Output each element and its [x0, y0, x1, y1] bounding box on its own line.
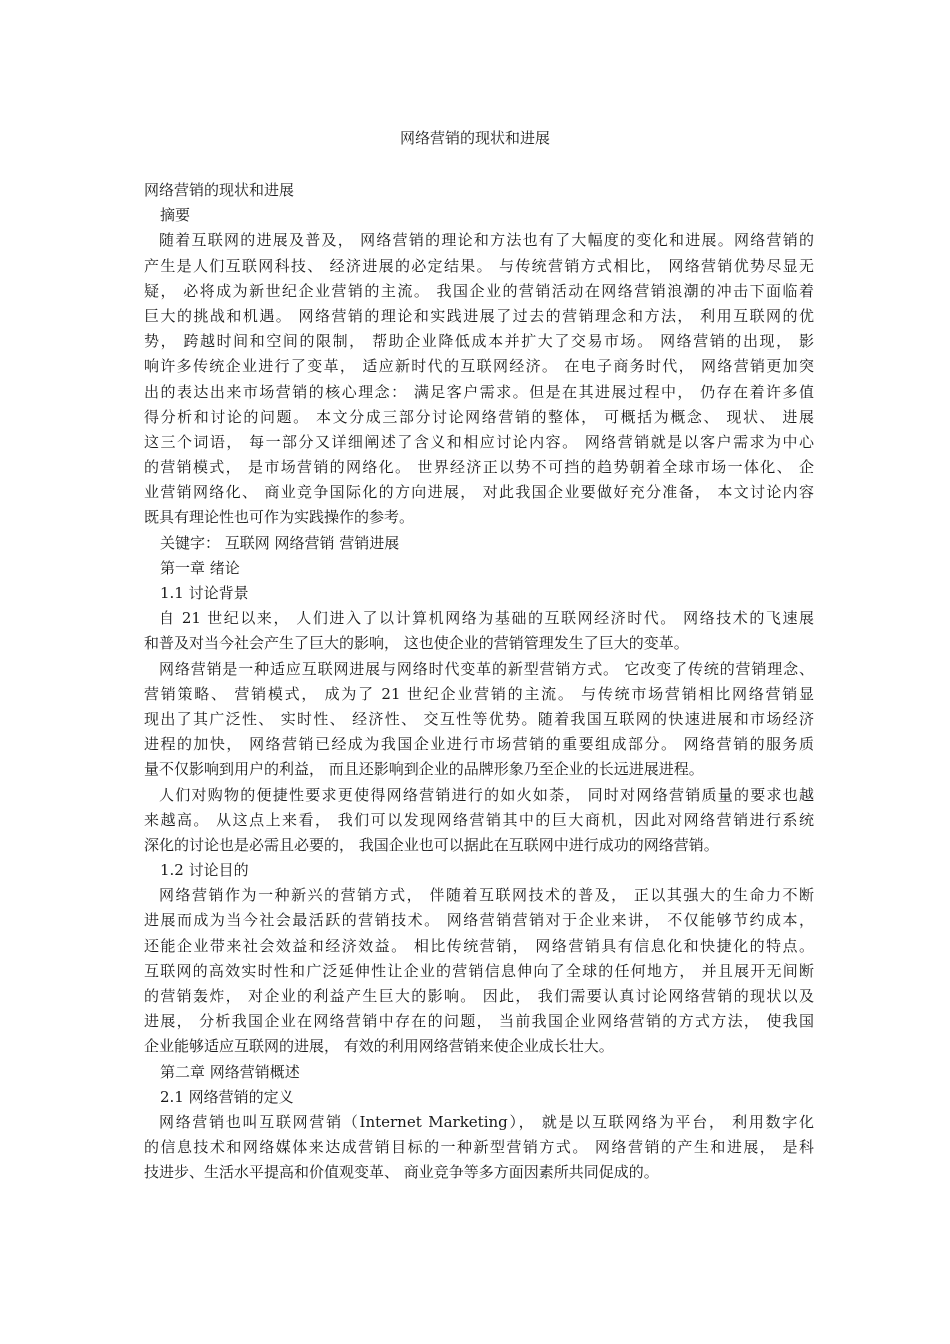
text-line: 技进步、生活水平提高和价值观变革、 商业竞争等多方面因素所共同促成的。: [144, 1163, 659, 1182]
text-line: 人们对购物的便捷性要求更使得网络营销进行的如火如荼， 同时对网络营销质量的要求也越: [159, 785, 814, 804]
text-line: 现出了其广泛性、 实时性、 经济性、 交互性等优势。随着我国互联网的快速进展和市场经济: [144, 709, 814, 728]
text-line: 网络营销也叫互联网营销（Internet Marketing）， 就是以互联网络为平台， 利用数字化: [159, 1112, 814, 1131]
text-line: 进展而成为当今社会最活跃的营销技术。 网络营销营销对于企业来讲， 不仅能够节约成本，: [144, 911, 814, 930]
text-line: 疑， 必将成为新世纪企业营销的主流。 我国企业的营销活动在网络营销浪潮的冲击下面临着: [144, 281, 814, 300]
text-line: 还能企业带来社会效益和经济效益。 相比传统营销， 网络营销具有信息化和快捷化的特点。: [144, 936, 814, 955]
text-line: 网络营销作为一种新兴的营销方式， 伴随着互联网技术的普及， 正以其强大的生命力不断: [159, 886, 814, 905]
text-line: 摘要: [160, 206, 191, 225]
text-line: 业营销网络化、 商业竞争国际化的方向进展， 对此我国企业要做好充分准备， 本文讨论内容: [144, 483, 814, 502]
text-line: 巨大的挑战和机遇。 网络营销的理论和实践进展了过去的营销理念和方法， 利用互联网的优: [144, 306, 814, 325]
text-line: 关键字： 互联网 网络营销 营销进展: [160, 533, 400, 552]
text-line: 企业能够适应互联网的进展， 有效的利用网络营销来使企业成长壮大。: [144, 1037, 614, 1056]
text-line: 响许多传统企业进行了变革， 适应新时代的互联网经济。 在电子商务时代， 网络营销更加突: [144, 357, 814, 376]
text-line: 自 21 世纪以来， 人们进入了以计算机网络为基础的互联网经济时代。 网络技术的飞速展: [159, 609, 814, 628]
text-line: 深化的讨论也是必需且必要的， 我国企业也可以据此在互联网中进行成功的网络营销。: [144, 835, 719, 854]
text-line: 1.2 讨论目的: [160, 861, 249, 880]
text-line: 随着互联网的进展及普及， 网络营销的理论和方法也有了大幅度的变化和进展。网络营销的: [159, 231, 814, 250]
text-line: 网络营销是一种适应互联网进展与网络时代变革的新型营销方式。 它改变了传统的营销理念、: [159, 659, 814, 678]
text-line: 进程的加快， 网络营销已经成为我国企业进行市场营销的重要组成部分。 网络营销的服务质: [144, 735, 814, 754]
text-line: 进展， 分析我国企业在网络营销中存在的问题， 当前我国企业网络营销的方式方法， 使我国: [144, 1012, 814, 1031]
text-line: 第二章 网络营销概述: [160, 1062, 300, 1081]
text-line: 势， 跨越时间和空间的限制， 帮助企业降低成本并扩大了交易市场。 网络营销的出现， 影: [144, 332, 814, 351]
text-line: 产生是人们互联网科技、 经济进展的必定结果。 与传统营销方式相比， 网络营销优势尽显无: [144, 256, 814, 275]
text-line: 网络营销的现状和进展: [144, 181, 295, 199]
text-line: 这三个词语， 每一部分又详细阐述了含义和相应讨论内容。 网络营销就是以客户需求为中心: [144, 432, 814, 451]
text-line: 量不仅影响到用户的利益， 而且还影响到企业的品牌形象乃至企业的长远进展进程。: [144, 760, 704, 779]
text-line: 得分析和讨论的问题。 本文分成三部分讨论网络营销的整体， 可概括为概念、 现状、 进展: [144, 407, 814, 426]
text-line: 既具有理论性也可作为实践操作的参考。: [144, 508, 415, 527]
text-line: 互联网的高效实时性和广泛延伸性让企业的营销信息伸向了全球的任何地方， 并且展开无间断: [144, 961, 814, 980]
text-line: 来越高。 从这点上来看， 我们可以发现网络营销其中的巨大商机，因此对网络营销进行系统: [144, 810, 814, 829]
text-line: 和普及对当今社会产生了巨大的影响， 这也使企业的营销管理发生了巨大的变革。: [144, 634, 689, 653]
text-line: 的信息技术和网络媒体来达成营销目标的一种新型营销方式。 网络营销的产生和进展， 是科: [144, 1138, 814, 1157]
text-line: 1.1 讨论背景: [160, 584, 249, 602]
text-line: 营销策略、 营销模式， 成为了 21 世纪企业营销的主流。 与传统市场营销相比网络营销显: [144, 684, 814, 703]
text-line: 出的表达出来市场营销的核心理念： 满足客户需求。但是在其进展过程中， 仍存在着许多值: [144, 382, 814, 401]
text-line: 的营销模式， 是市场营销的网络化。 世界经济正以势不可挡的趋势朝着全球市场一体化、 企: [144, 458, 814, 477]
text-line: 第一章 绪论: [160, 558, 240, 577]
page-title: 网络营销的现状和进展: [399, 129, 550, 147]
text-line: 2.1 网络营销的定义: [160, 1087, 294, 1106]
document-body: [144, 178, 814, 1186]
text-line: 的营销轰炸， 对企业的利益产生巨大的影响。 因此， 我们需要认真讨论网络营销的现状以及: [144, 987, 814, 1005]
